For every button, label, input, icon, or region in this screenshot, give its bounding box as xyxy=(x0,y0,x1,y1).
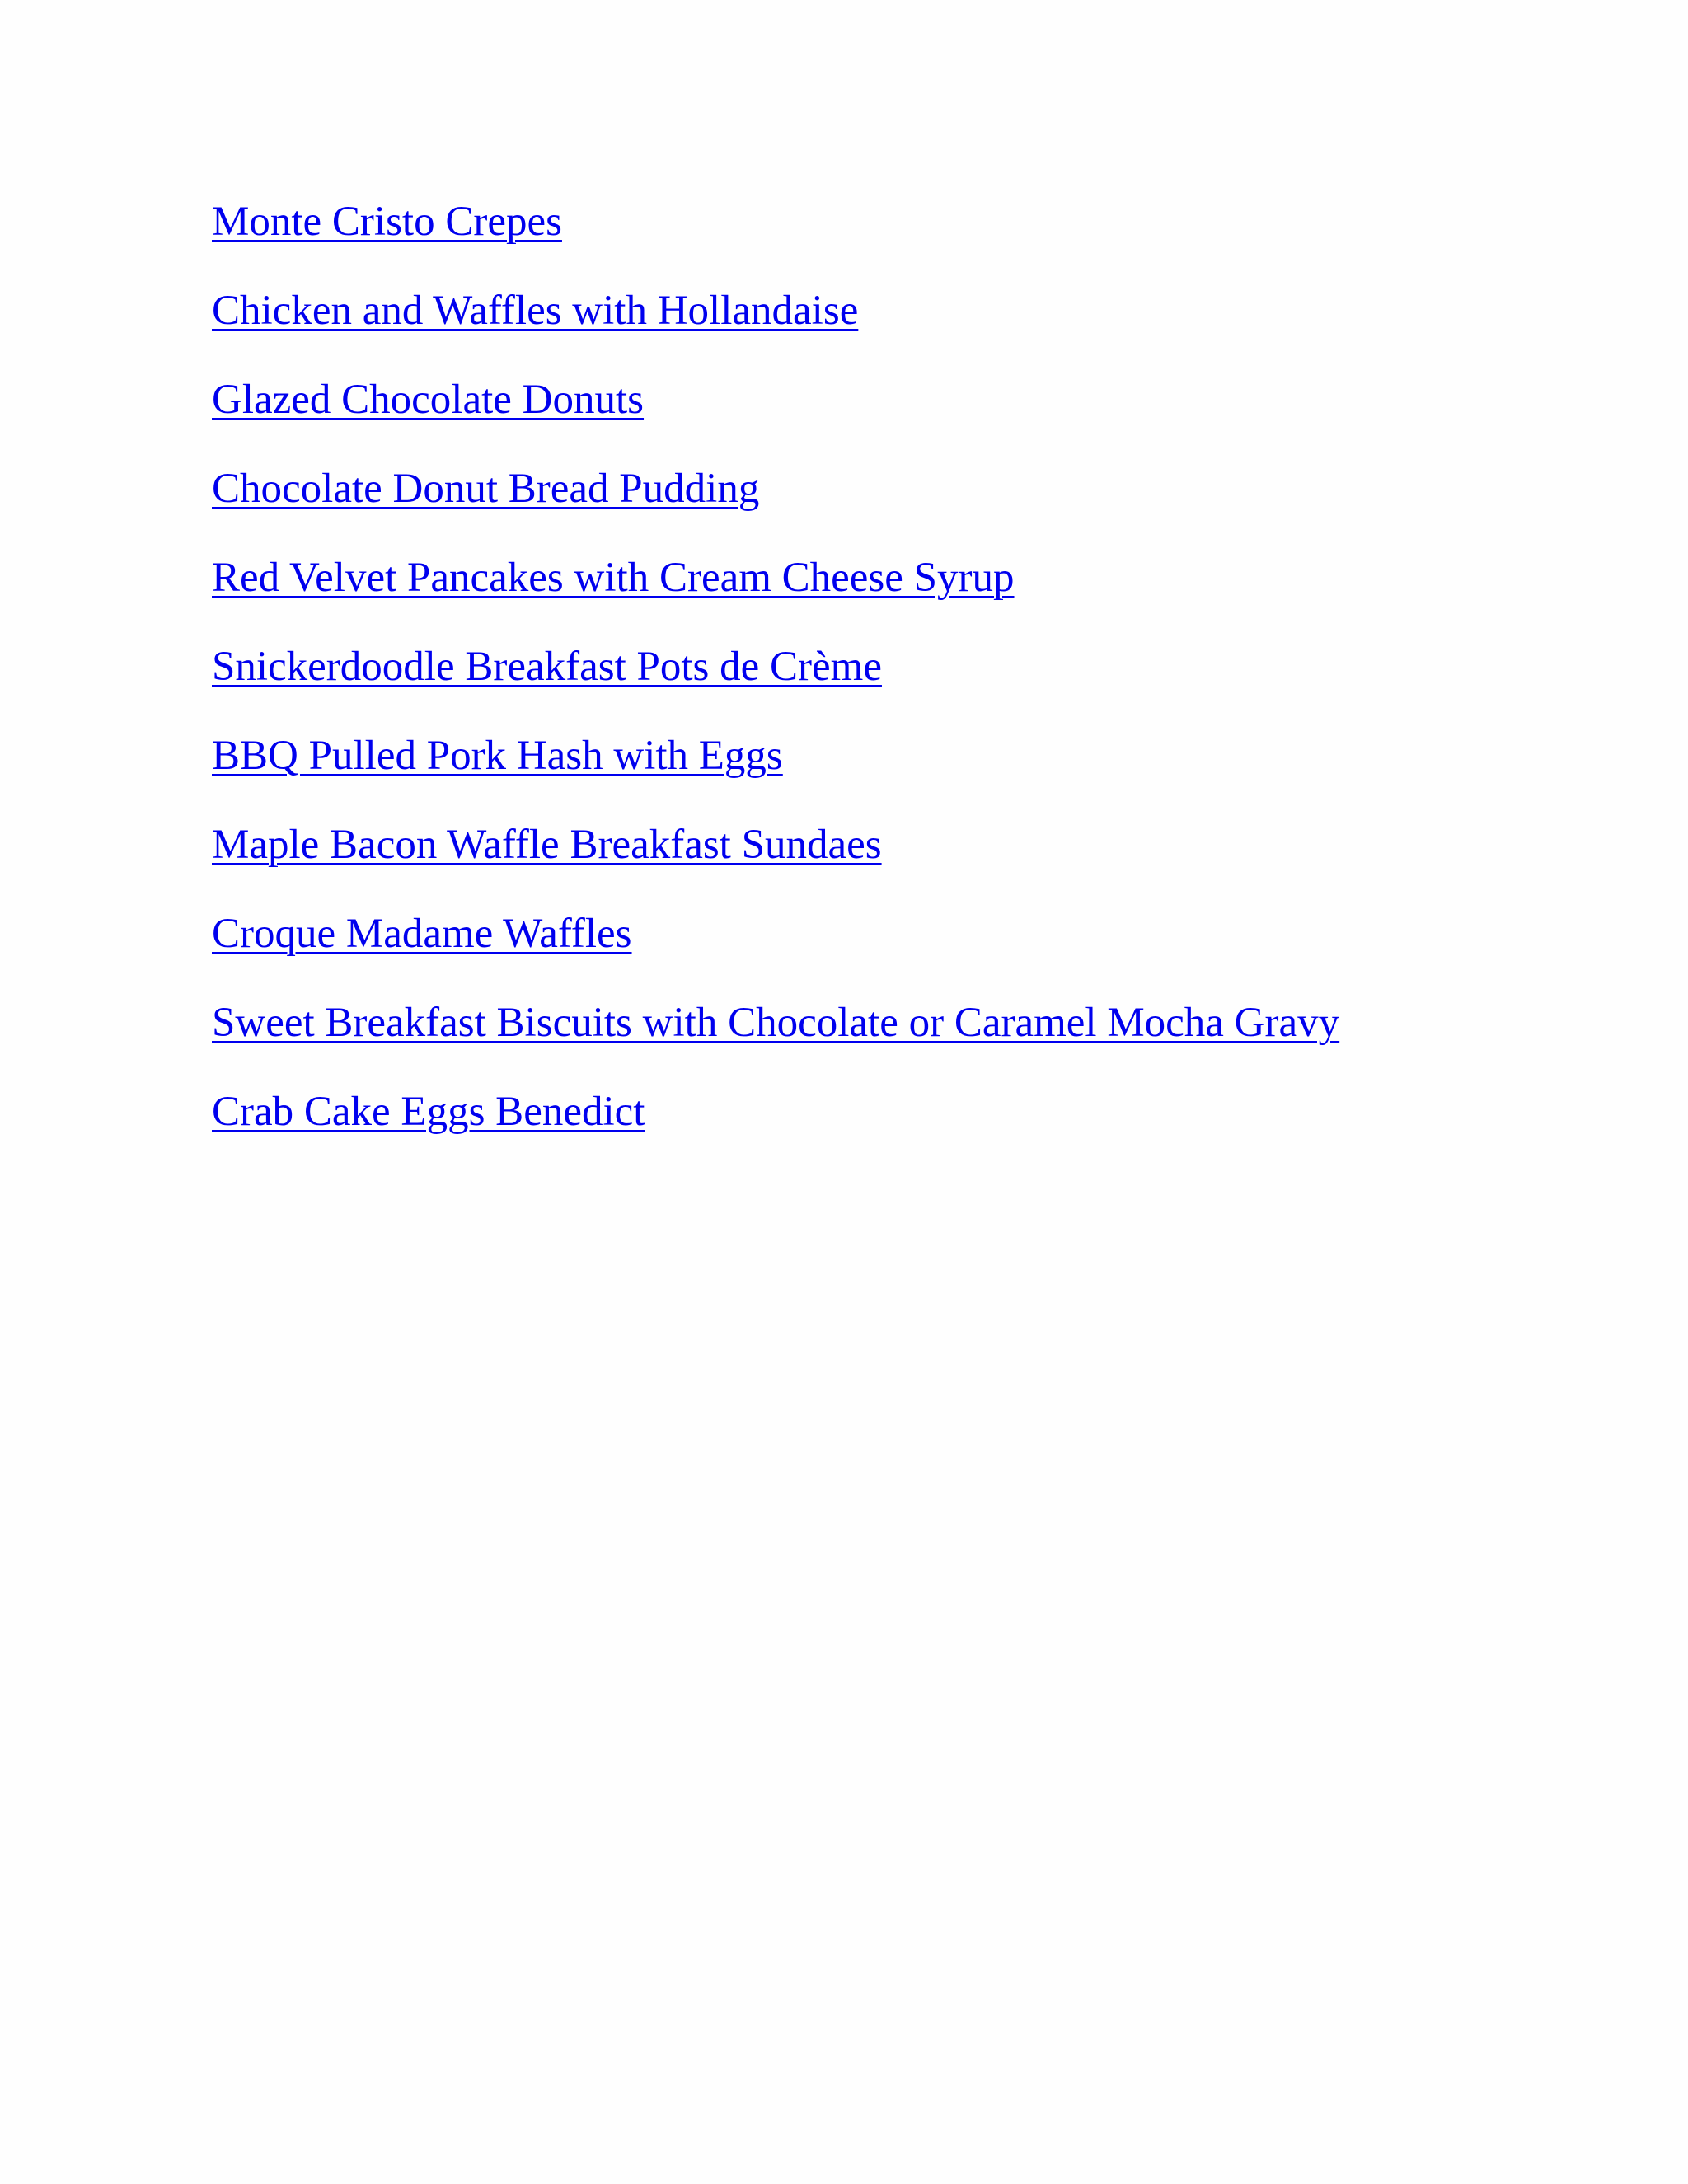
recipe-link-chocolate-donut-bread-pudding[interactable]: Chocolate Donut Bread Pudding xyxy=(212,466,760,512)
list-item xyxy=(212,637,1339,726)
list-item xyxy=(212,192,1339,281)
list-item xyxy=(212,370,1339,459)
recipe-link-glazed-chocolate-donuts[interactable]: Glazed Chocolate Donuts xyxy=(212,377,645,423)
recipe-link-monte-cristo-crepes[interactable]: Monte Cristo Crepes xyxy=(212,199,562,245)
recipe-link-bbq-pulled-pork-hash[interactable]: BBQ Pulled Pork Hash with Eggs xyxy=(212,733,783,779)
recipe-link-maple-bacon-waffle-sundaes[interactable]: Maple Bacon Waffle Breakfast Sundaes xyxy=(212,822,882,868)
recipe-link-croque-madame-waffles[interactable]: Croque Madame Waffles xyxy=(212,911,632,957)
list-item xyxy=(212,1082,1339,1171)
list-item xyxy=(212,548,1339,637)
recipe-link-sweet-breakfast-biscuits[interactable]: Sweet Breakfast Biscuits with Chocolate or Caramel Mocha Gravy xyxy=(212,1000,1340,1046)
recipe-link-chicken-and-waffles[interactable]: Chicken and Waffles with Hollandaise xyxy=(212,288,859,334)
list-item xyxy=(212,726,1339,815)
recipe-link-red-velvet-pancakes[interactable]: Red Velvet Pancakes with Cream Cheese Syrup xyxy=(212,555,1015,601)
list-item xyxy=(212,904,1339,993)
recipe-link-list xyxy=(212,192,1339,1171)
recipe-link-crab-cake-eggs-benedict[interactable]: Crab Cake Eggs Benedict xyxy=(212,1089,645,1135)
list-item xyxy=(212,281,1339,370)
list-item xyxy=(212,993,1339,1082)
list-item xyxy=(212,815,1339,904)
recipe-link-snickerdoodle-pots-de-creme[interactable]: Snickerdoodle Breakfast Pots de Crème xyxy=(212,644,882,690)
list-item xyxy=(212,459,1339,548)
